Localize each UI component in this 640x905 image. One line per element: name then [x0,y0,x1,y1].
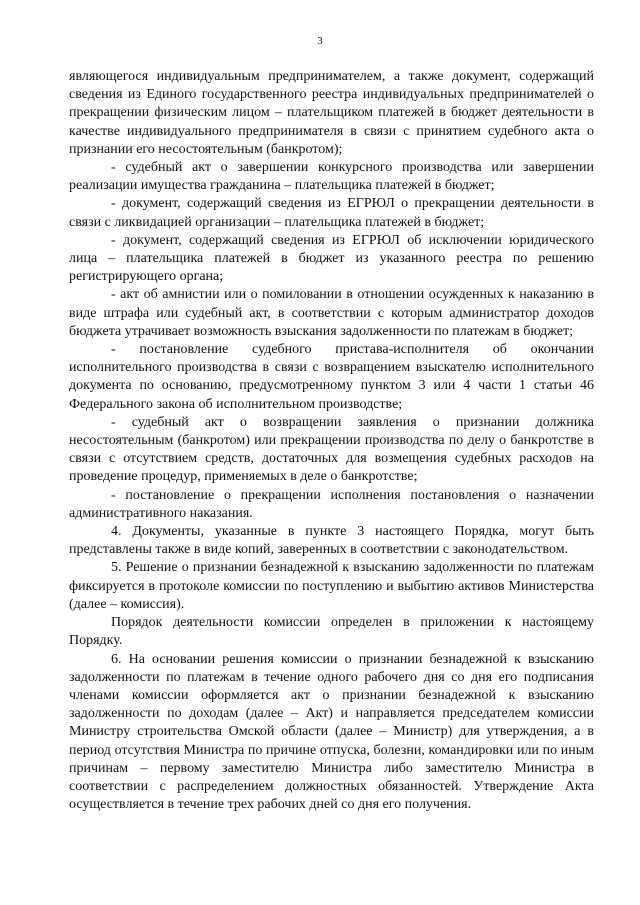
paragraph: - постановление судебного пристава-исполнителя об окончании исполнительного производства в связи с возвращением взыскателю исполнительного документа по основанию, предусмотренному пунктом 3 или 4 части 1 статьи 46 Федерального закона об исполнительном производстве; [69,342,594,412]
paragraph: 4. Документы, указанные в пункте 3 настоящего Порядка, могут быть представлены также в виде копий, заверенных в соответствии с законодательством. [69,524,594,558]
paragraph: - документ, содержащий сведения из ЕГРЮЛ об исключении юридического лица – плательщика платежей в бюджет из указанного реестра по решению регистрирующего органа; [69,232,594,285]
paragraph: - судебный акт о возвращении заявления о признании должника несостоятельным (банкротом) или прекращении производства по делу о банкротстве в связи с отсутствием средств, достаточных для возмещения судебных расходов на проведение процедур, применяемых в деле о банкротстве; [69,414,594,485]
paragraph: являющегося индивидуальным предпринимателем, а также документ, содержащий сведения из Единого государственного реестра индивидуальных предпринимателей о прекращении физическим лицом – плательщиком платежей в бюджет деятельности в качестве индивидуального предпринимателя в связи с принятием судебного акта о признании его несостоятельным (банкротом); [69,69,594,157]
paragraph: - судебный акт о завершении конкурсного производства или завершении реализации имущества гражданина – плательщика платежей в бюджет; [69,160,594,194]
paragraph: 5. Решение о признании безнадежной к взысканию задолженности по платежам фиксируется в протоколе комиссии по поступлению и выбытию активов Министерства (далее – комиссия). [69,560,594,612]
paragraph: - постановление о прекращении исполнения постановления о назначении административного наказания. [69,487,594,521]
paragraph: Порядок деятельности комиссии определен в приложении к настоящему Порядку. [69,615,594,649]
paragraph: 6. На основании решения комиссии о признании безнадежной к взысканию задолженности по платежам в течение одного рабочего дня со дня его подписания членами комиссии оформляется акт о признании безнадежной к взысканию задолженности по доходам (далее – Акт) и направляется председателем комиссии Министру строительства Омской области (далее – Министр) для утверждения, а в период отсутствия Министра по причине отпуска, болезни, командировки или по иным причинам – первому заместителю Министра либо заместителю Министра в соответствии с распределением должностных обязанностей. Утверждение Акта осуществляется в течение трех рабочих дней со дня его получения. [69,651,594,813]
document-body [69,68,594,814]
paragraph: - акт об амнистии или о помиловании в отношении осужденных к наказанию в виде штрафа или судебный акт, в соответствии с которым администратор доходов бюджета утрачивает возможность взыскания задолженности по платежам в бюджет; [69,287,594,339]
paragraph: - документ, содержащий сведения из ЕГРЮЛ о прекращении деятельности в связи с ликвидацией организации – плательщика платежей в бюджет; [69,196,594,230]
page-number: 3 [317,35,323,47]
